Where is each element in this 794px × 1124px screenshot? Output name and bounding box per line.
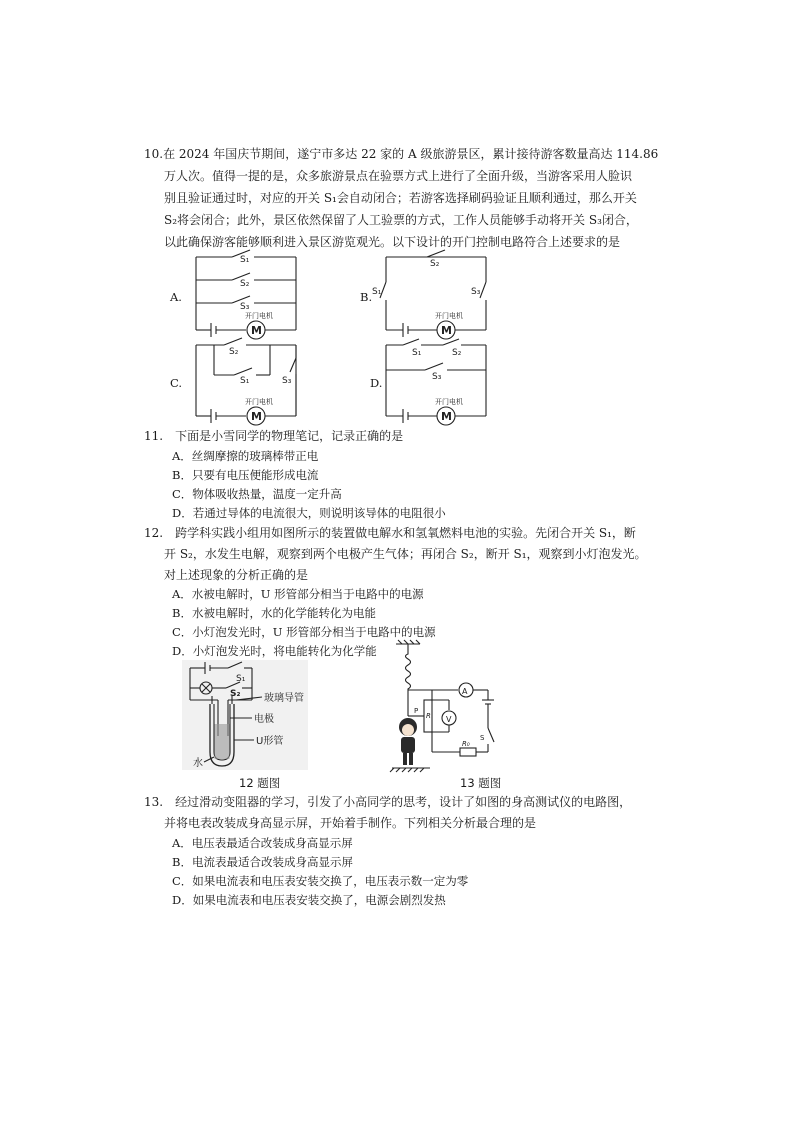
q10-b-motor: M	[441, 324, 452, 337]
fig12-glass-tube-label: 玻璃导管	[264, 693, 304, 704]
q11-option-b: B．只要有电压便能形成电流	[172, 468, 319, 482]
q11-option-c: C．物体吸收热量，温度一定升高	[172, 487, 342, 501]
q10-a-motor: M	[251, 324, 262, 337]
q10-option-b-label: B.	[360, 290, 373, 304]
q10-b-s3: S₃	[471, 287, 481, 297]
q11-option-d: D．若通过导体的电流很大，则说明该导体的电阻很小	[172, 506, 446, 520]
q10-c-s1: S₁	[240, 376, 250, 386]
q13-line-2: 并将电表改装成身高显示屏，开始着手制作。下列相关分析最合理的是	[164, 816, 537, 830]
figure-13-caption: 13 题图	[460, 776, 502, 790]
fig13-r0-label: R₀	[462, 740, 470, 748]
q10-b-motor-caption: 开门电机	[435, 312, 463, 320]
fig12-electrode-label: 电极	[254, 714, 274, 725]
q10-c-s2: S₂	[229, 347, 239, 357]
q10-c-motor-caption: 开门电机	[245, 398, 273, 406]
q10-b-s1: S₁	[372, 287, 382, 297]
q10-option-d-label: D.	[370, 376, 383, 390]
child-figure	[399, 718, 417, 765]
fig13-ammeter-label: A	[462, 687, 468, 696]
q10-line-5: 以此确保游客能够顺利进入景区游览观光。以下设计的开门控制电路符合上述要求的是	[164, 235, 621, 249]
q10-d-motor-caption: 开门电机	[435, 398, 463, 406]
fig12-s2-label: S₂	[230, 689, 241, 699]
q10-d-s3: S₃	[432, 372, 442, 382]
q12-option-b: B．水被电解时，水的化学能转化为电能	[172, 606, 376, 620]
q10-line-4: S₂将会闭合；此外，景区依然保留了人工验票的方式，工作人员能够手动将开关 S₃闭合，	[164, 213, 638, 227]
figure-13-labels	[414, 687, 485, 748]
q13-option-a: A．电压表最适合改装成身高显示屏	[172, 836, 353, 850]
q12-line-1: 12. 跨学科实践小组用如图所示的装置做电解水和氢氧燃料电池的实验。先闭合开关 S₁，断	[144, 526, 636, 540]
q10-line-2: 万人次。值得一提的是，众多旅游景点在验票方式上进行了全面升级，当游客采用人脸识	[164, 169, 633, 183]
q12-line-2: 开 S₂，水发生电解，观察到两个电极产生气体；再闭合 S₂，断开 S₁，观察到小灯泡发光。	[164, 547, 647, 561]
q10-a-motor-caption: 开门电机	[245, 312, 273, 320]
q10-a-s3: S₃	[240, 302, 250, 312]
fig12-s1-label: S₁	[236, 674, 246, 684]
q10-option-c-label: C.	[170, 376, 183, 390]
q11-stem: 11. 下面是小雪同学的物理笔记，记录正确的是	[144, 429, 404, 443]
q10-c-motor: M	[251, 410, 262, 423]
q10-d-motor: M	[441, 410, 452, 423]
q11-option-a: A．丝绸摩擦的玻璃棒带正电	[172, 449, 319, 463]
fig13-s-label: S	[480, 734, 485, 742]
q10-option-a-label: A.	[170, 290, 182, 304]
q12-option-a: A．水被电解时，U 形管部分相当于电路中的电源	[172, 587, 424, 601]
figure-12-caption: 12 题图	[239, 776, 281, 790]
q10-a-s1: S₁	[240, 255, 250, 265]
q10-c-s3: S₃	[282, 376, 292, 386]
fig13-voltmeter-label: V	[446, 715, 452, 724]
q13-line-1: 13. 经过滑动变阻器的学习，引发了小高同学的思考，设计了如图的身高测试仪的电路图，	[144, 795, 632, 809]
q12-option-d: D．小灯泡发光时，将电能转化为化学能	[172, 644, 377, 658]
q10-b-s2: S₂	[430, 259, 440, 269]
fig13-r-label: R	[426, 712, 431, 720]
fig12-u-tube-label: U形管	[256, 736, 284, 747]
q10-d-s2: S₂	[452, 348, 462, 358]
q12-line-3: 对上述现象的分析正确的是	[164, 568, 309, 582]
fig13-p-label: P	[414, 707, 419, 715]
q10-line-1: 10.在 2024 年国庆节期间，遂宁市多达 22 家的 A 级旅游景区，累计接待游客数量高达 114.86	[144, 147, 659, 161]
fig12-water-label: 水	[193, 758, 203, 769]
q10-d-s1: S₁	[412, 348, 422, 358]
q10-line-3: 别且验证通过时，对应的开关 S₁会自动闭合；若游客选择刷码验证且顺利通过，那么开关	[164, 191, 637, 205]
q13-option-d: D．如果电流表和电压表安装交换了，电源会剧烈发热	[172, 893, 446, 907]
q12-option-c: C．小灯泡发光时，U 形管部分相当于电路中的电源	[172, 625, 436, 639]
q13-option-b: B．电流表最适合改装成身高显示屏	[172, 855, 353, 869]
q13-option-c: C．如果电流表和电压表安装交换了，电压表示数一定为零	[172, 874, 469, 888]
q10-a-s2: S₂	[240, 279, 250, 289]
